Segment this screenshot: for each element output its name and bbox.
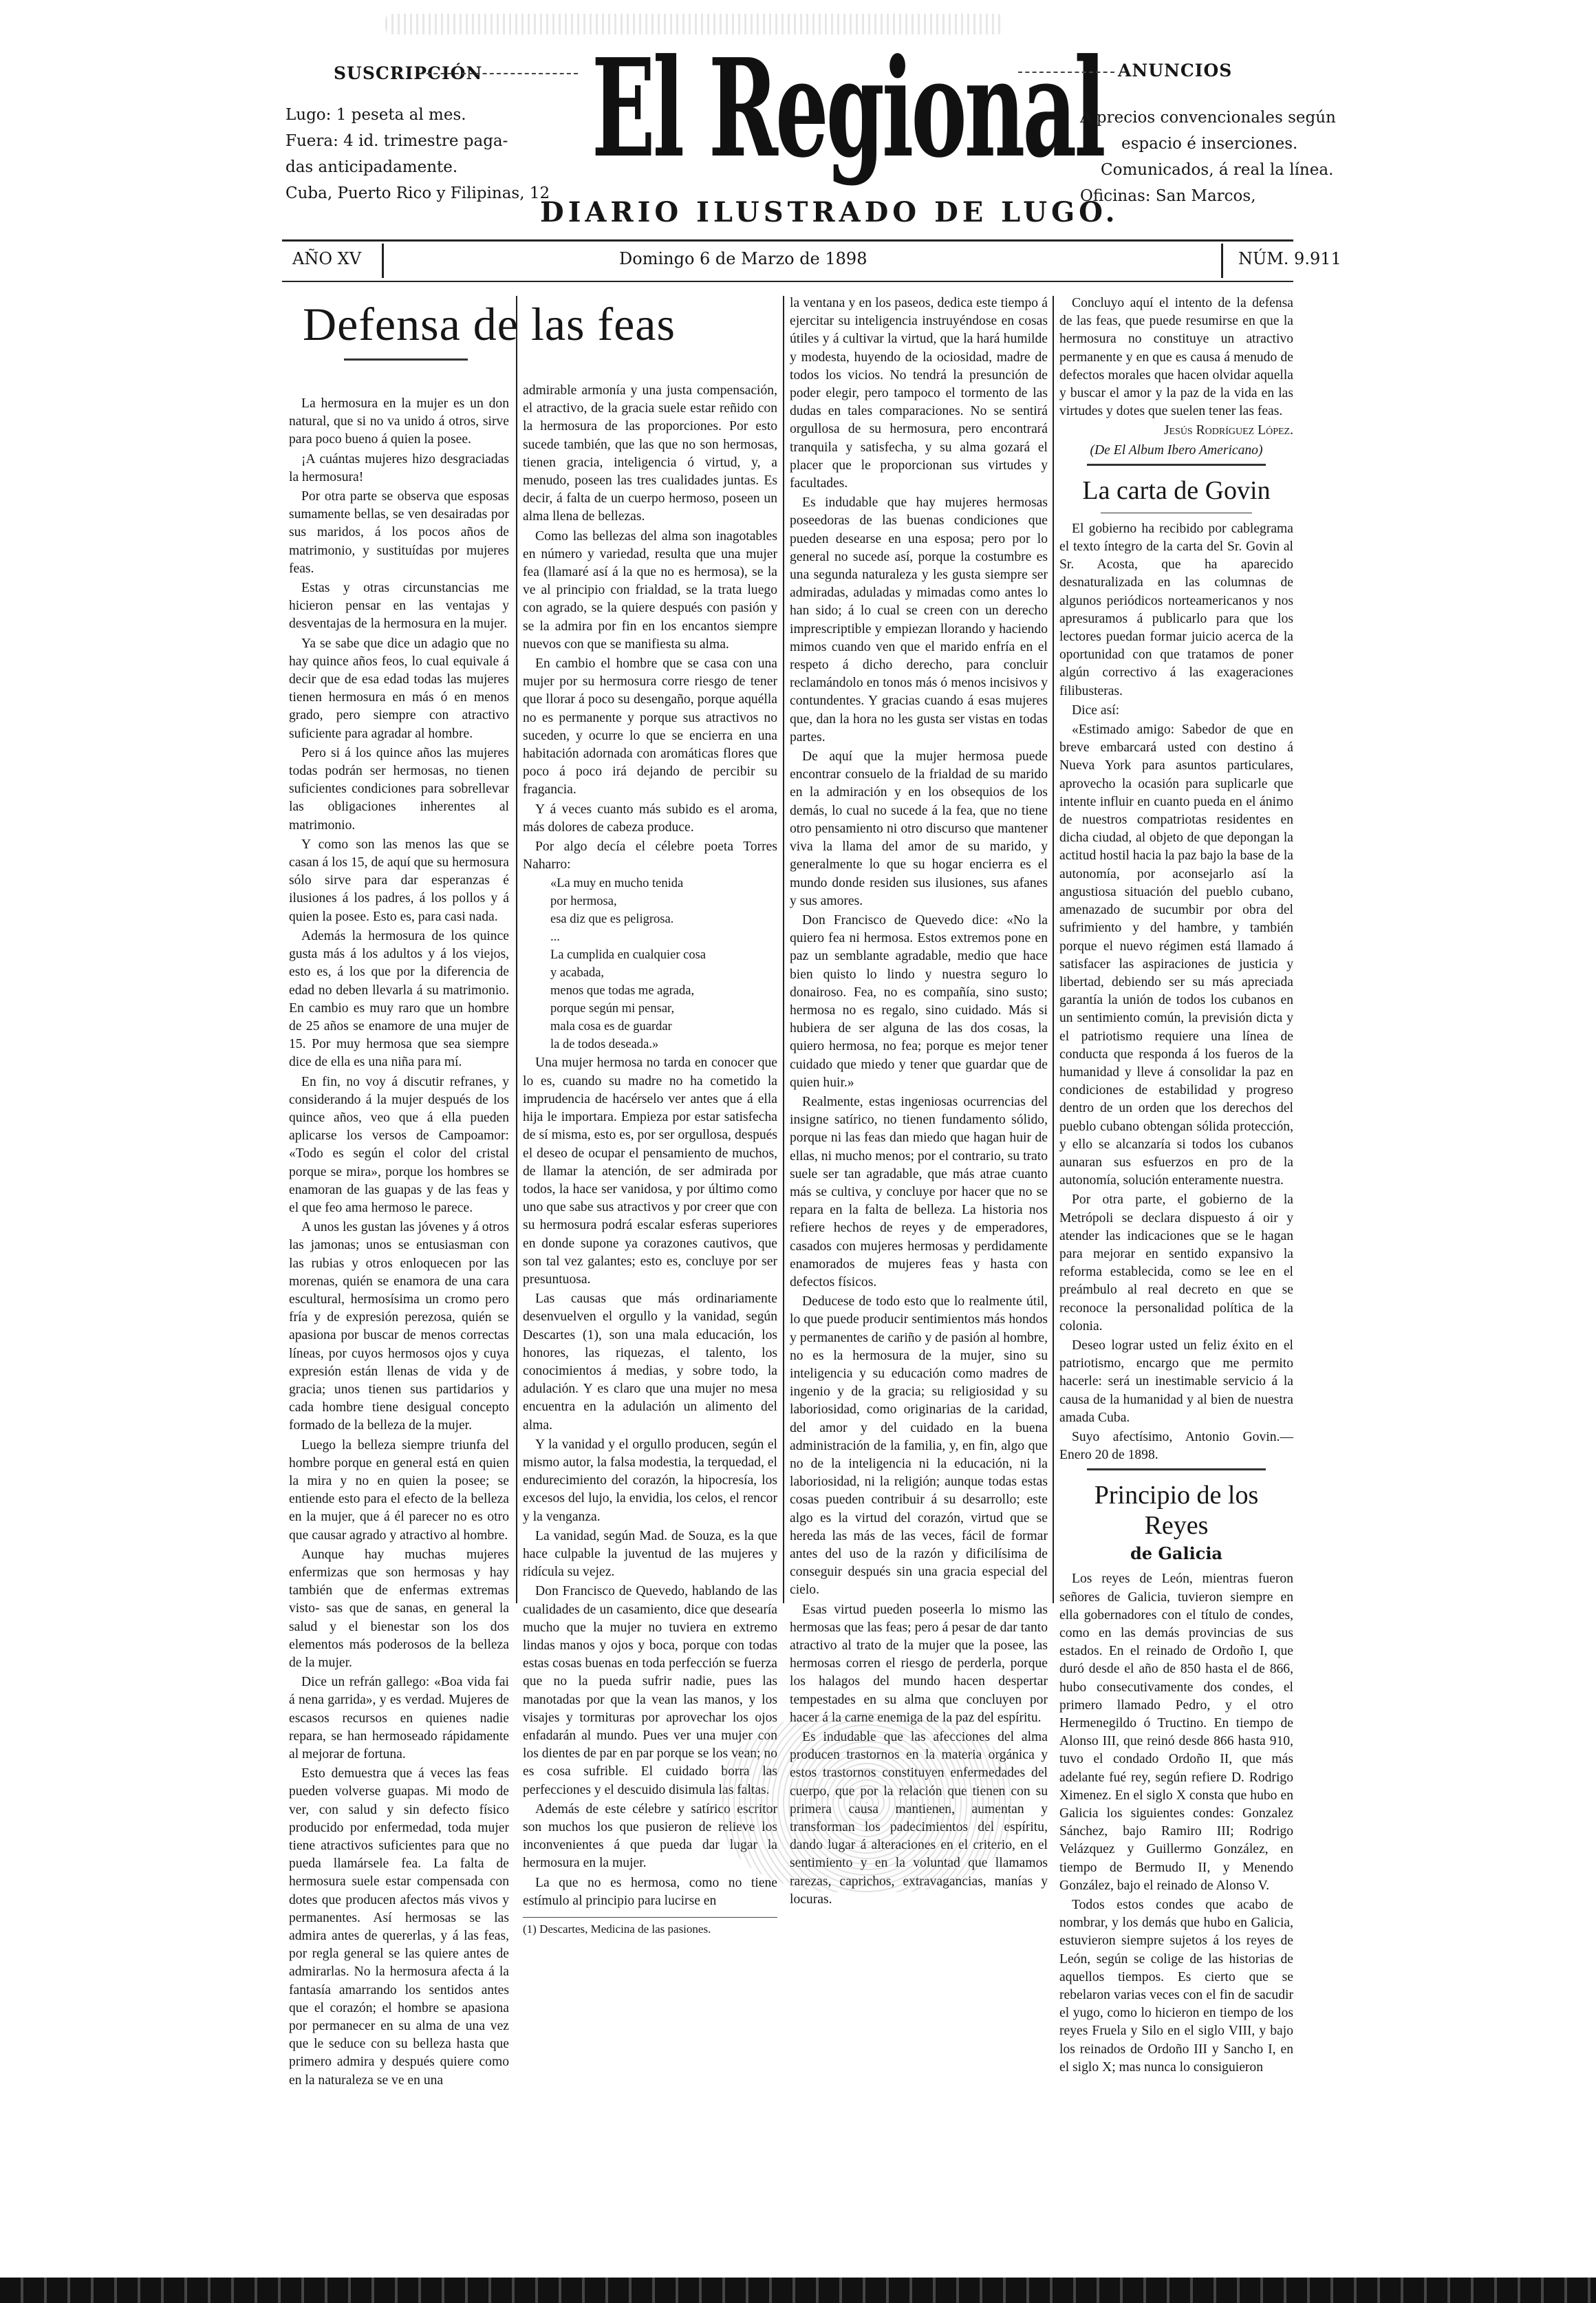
paragraph: A unos les gustan las jóvenes y á otros las jamonas; unos se entusiasman con las rubias y otros enloquecen por las morenas, quién se enamora de una cara escultural, hermosísima un cromo pero fría y de expresión perezosa, quién se apasiona por buscar de menos correctas líneas, por cuyos hermosos ojos y cuya expresión están llenas de vida y de gracia; unos tienen sus partidarios y cada hombre tiene desigual concepto formado de la belleza de la mujer.: [289, 1220, 509, 1433]
column-rule: [1053, 296, 1054, 1603]
paragraph: Deducese de todo esto que lo realmente útil, lo que puede producir sentimientos más hondos y permanentes de cariño y de pasión al hombre, no es la hermosura de la mujer, sino su inteligencia y su educación como madres de ingenio y de la gracia; su religiosidad y su laboriosidad, como originarias de la caridad, del amor y del cuidado en la buena administración de la familia, y, en fin, algo que no de la inteligencia ni la educación, ni la laboriosidad, ni la religión; aunque todas estas cosas pueden contribuir á su desarrollo; este algo es la virtud del corazón, virtud que se hereda las más de las veces, fácil de formar antes del uso de la razón y dificilísima de conseguir después sin una gracia especial del cielo.: [790, 1294, 1048, 1598]
headline-rule: [344, 358, 468, 361]
subscription-lines: [285, 102, 550, 206]
paragraph: Aunque hay muchas mujeres enfermizas que son hermosas y hay también que de enfermas extremas visto- sas que de sanas, en general la salud y el bienestar son los dos elementos más poderosos de la belleza de la mujer.: [289, 1547, 509, 1671]
paragraph: Los reyes de León, mientras fueron señores de Galicia, tuvieron siempre en ella gobernadores con el título de condes, como en las demás provincias de sus estados. En el reinado de Ordoño I, que duró desde el año de 850 hasta el de 866, hubo consecutivamente dos condes, el primero llamado Pedro, y el otro Hermenegildo ó Tructino. En tiempo de Alonso III, que reinó desde 866 hasta 910, tuvo el condado Ordoño II, que más adelante fué rey, según refiere D. Rodrigo Ximenez. En el siglo X consta que hubo en Galicia los siguientes condes: Gonzalez Sánchez, bajo Ramiro III; Rodrigo Velázquez y Guillermo González, en tiempo de Bermudo II, y Menendo González, bajo el reinado de Alonso V.: [1059, 1572, 1293, 1893]
paragraph: ¡A cuántas mujeres hizo desgraciadas la hermosura!: [289, 451, 509, 484]
paragraph: Pero si á los quince años las mujeres todas podrán ser hermosas, no tienen suficientes condiciones para sobrellevar las obligaciones inherentes al matrimonio.: [289, 745, 509, 833]
column-rule: [516, 296, 517, 1603]
verse-line: menos que todas me agrada,: [550, 984, 695, 998]
subscription-heading-rule: [420, 73, 578, 74]
paragraph: Además la hermosura de los quince gusta más á los adultos y á los viejos, esto es, á los que por la diferencia de edad no deben llevarla á su matrimonio. En cambio es muy raro que un hombre de 25 años se enamore de una mujer de 15. Por muy hermosa que sea siempre dice de ella es una niña para mí.: [289, 928, 509, 1070]
paragraph: La hermosura en la mujer es un don natural, que si no va unido á otros, sirve para poco bueno á quien la posee.: [289, 396, 509, 447]
ads-lines: [1080, 105, 1341, 209]
paragraph: De aquí que la mujer hermosa puede encontrar consuelo de la frialdad de su marido en la admiración y en los obsequios de los demás, lo cual no sucede á la fea, que no tiene otro pensamiento ni otro discurso que mantener viva la llama del amor de su marido, y generalmente lo que su hogar encierra es el mundo donde residen sus ilusiones, sus afanes y sus amores.: [790, 749, 1048, 908]
column-4: [1059, 294, 1293, 2075]
section-title: La carta de Govin: [1082, 475, 1271, 505]
scan-noise: [385, 14, 1004, 34]
paragraph: «Estimado amigo: Sabedor de que en breve embarcará usted con destino á Nueva York para asuntos particulares, aprovecho la ocasión para suplicarle que intente influir en cuanto pueda en el ánimo de nuestros compatriotas residentes en dicha ciudad, al objeto de que depongan la actitud hostil hacia la paz bajo la base de la autonomía, por aconsejarlo así la angustiosa situación del pueblo cubano, amenazado de sucumbir por obra del sufrimiento y del hambre, y también porque el nuevo régimen está llamado á satisfacer las aspiraciones de justicia y libertad, debiendo ser su más apreciada garantía la unión de todos los cubanos en un sentimiento común, la previsión dicta y el patriotismo requiere una línea de conducta que responda á los fueros de la humanidad y lleve á consolidar la paz en condiciones de estabilidad y progreso dentro de un orden que los derechos del pueblo cubano obtengan sólida protección, y ello se alcanzaría si todos los cubanos aunaran sus esfuerzos en pro de la autonomía, solución enteramente nuestra.: [1059, 722, 1293, 1188]
section-subtitle: de Galicia: [1130, 1543, 1222, 1564]
footnote: (1) Descartes, Medicina de las pasiones.: [523, 1917, 777, 1938]
verse-line: esa diz que es peligrosa.: [550, 912, 674, 927]
paragraph: Estas y otras circunstancias me hicieron pensar en las ventajas y desventajas de la hermosura en la mujer.: [289, 581, 509, 632]
paragraph: Ya se sabe que dice un adagio que no hay quince años feos, lo cual equivale á decir que de esa edad todas las mujeres tienen hermosura en más ó en menos grado, pero siempre con atractivo suficiente para agradar al hombre.: [289, 636, 509, 741]
paragraph: Por algo decía el célebre poeta Torres Naharro:: [523, 839, 777, 872]
dateline-divider: [1221, 244, 1223, 278]
paragraph: La que no es hermosa, como no tiene estímulo al principio para lucirse en: [523, 1875, 777, 1908]
paragraph: La vanidad, según Mad. de Souza, es la que hace culpable la juventud de las mujeres y ridícula su vejez.: [523, 1528, 777, 1580]
subscription-line: das anticipadamente.: [285, 158, 458, 176]
column-3: [790, 294, 1048, 1907]
ads-heading: ANUNCIOS: [1118, 61, 1233, 81]
masthead-title: El Regional: [592, 30, 1103, 188]
paragraph: Como las bellezas del alma son inagotables en número y variedad, resulta que una mujer fea (llamaré así á la que no es hermosa), se la ve al principio con frialdad, se la trata luego con agrado, se la quiere después con pasión y se la admira por fin en los encantos siempre nuevos con que se manifiesta su alma.: [523, 528, 777, 652]
paragraph: En fin, no voy á discutir refranes, y considerando á la mujer después de los quince años, veo que á ella pueden aplicarse los versos de Campoamor: «Todo es según el color del cristal porque se mira», porque los hombres se enamoran de las guapas y de las feas y el que feo ama hermoso le parece.: [289, 1074, 509, 1215]
paragraph: Luego la belleza siempre triunfa del hombre porque en general está en quien la mira y no en quien la posee; se entiende esto para el efecto de la belleza en la mujer, que á él parecer no es otro que causar agrado y atractivo al hombre.: [289, 1437, 509, 1543]
paragraph: Suyo afectísimo, Antonio Govin.— Enero 20 de 1898.: [1059, 1429, 1293, 1463]
paragraph: admirable armonía y una justa compensación, el atractivo, de la gracia suele estar reñido con la hermosura de las proporciones. Por esto sucede también, que las que no son hermosas, tienen gracia, inteligencia ó virtud, y, a menudo, poseen las tres cualidades juntas. Es decir, á falta de un cuerpo hermoso, poseen un alma llena de bellezas.: [523, 383, 777, 524]
dateline-bottom-rule: [282, 281, 1293, 282]
paragraph: Todos estos condes que acabo de nombrar, y los demás que hubo en Galicia, estuvieron siempre sujetos á los reyes de León, según se colige de las historias de aquellos tiempos. Es cierto que se rebelaron varias veces con el fin de sacudir el yugo, como lo hicieron en tiempo de los reyes Fruela y Silo en el siglo VIII, y bajo los reinados de Ordoño III y Sancho I, en el siglo X; mas nunca lo consiguieron: [1059, 1898, 1293, 2075]
scan-edge: [0, 2278, 1596, 2303]
subscription-line: Fuera: 4 id. trimestre paga-: [285, 132, 508, 150]
ads-line: Comunicados, á real la línea.: [1101, 161, 1334, 179]
paragraph: Las causas que más ordinariamente desenvuelven el orgullo y la vanidad, según Descartes (1), son una mala educación, los honores, las riquezas, el talento, los conocimientos á medias, y sobre todo, la adulación. Y es claro que una mujer no mesa encuentra en la adulación un alimento del alma.: [523, 1292, 777, 1433]
paragraph: Esto demuestra que á veces las feas pueden volverse guapas. Mi modo de ver, con salud y sin defecto físico producido por enfermedad, toda mujer tiene atractivos suficientes para que no pueda llamársele fea. La falta de hermosura suele estar compensada con dotes que producen afectos más vivos y permanentes. Así hermosas se las admira antes de quererlas, y á las feas, por regla general se las quiere antes de admirarlas. No la hermosura afecta á la fantasía amarrando los sentidos antes que el corazón; el hombre se apasiona por permanecer en su alma de una vez que le seduce con su belleza hasta que primero admira y después quiere como en la naturaleza se ve en una: [289, 1766, 509, 2088]
source-note: (De El Album Ibero Americano): [1090, 442, 1263, 458]
dateline-top-rule: [282, 239, 1293, 242]
paragraph: Don Francisco de Quevedo dice: «No la quiero fea ni hermosa. Estos extremos pone en paz un semblante agradable, medio que hace bien quisto lo lindo y nuestra seguro lo donairoso. Fea, no es compañía, sino susto; hermosa no es regalo, sino cuidado. Más si hubiera de ser alguna de las dos cosas, la quiero hermosa, no fea; porque es mejor tener cuidado que miedo y tener que guardar que de quien huir.»: [790, 912, 1048, 1090]
paragraph: El gobierno ha recibido por cablegrama el texto íntegro de la carta del Sr. Govin al Sr. Acosta, que ha aparecido desnaturalizada en las columnas de algunos periódicos norteamericanos y nos apresuramos á publicarlo para que los lectores puedan formar juicio acerca de la oportunidad con que tratamos de poner algún correctivo á las exageraciones filibusteras.: [1059, 521, 1293, 698]
paragraph: Realmente, estas ingeniosas ocurrencias del insigne satírico, no tienen fundamento sólido, porque ni las feas dan miedo que hagan huir de ellas, ni mucho menos; por el contrario, su trato suele ser tan agradable, que más atrae cuanto más se cultiva, y concluye por hacer que no se repara en la falta de belleza. La historia nos refiere hechos de reyes y de emperadores, casados con mujeres hermosas y perdidamente enamorados de mujeres feas y hasta con defectos físicos.: [790, 1094, 1048, 1289]
paragraph: En cambio el hombre que se casa con una mujer por su hermosura corre riesgo de tener que llorar á poco su desengaño, porque aquélla no es permanente y porque sus atractivos no suceden, y ocurre lo que se encierra en una habitación adornada con aromáticas flores que poco á poco irá dejando de percibir su fragancia.: [523, 656, 777, 797]
paragraph: Concluyo aquí el intento de la defensa de las feas, que puede resumirse en que la hermosura no constituye un atractivo permanente y en que es causa á menudo de defectos morales que hacen olvidar aquella y buscar el amor y la paz de la vida en las virtudes y dotes que suelen tener las feas.: [1059, 296, 1293, 419]
column-2: [523, 382, 777, 1936]
subscription-heading: SUSCRIPCIÓN: [334, 63, 483, 83]
column-rule: [783, 296, 784, 1603]
paragraph: Es indudable que hay mujeres hermosas poseedoras de las buenas condiciones que pueden desearse en una esposa; pero por lo general no sucede así, porque la costumbre es una segunda naturaleza y les gusta siempre ser admiradas, aduladas y mimadas como antes lo han sido; á lo cual se creen con un derecho imprescriptible y empiezan llorando y haciendo mimos cuando ven que el marido enfría en el respeto á dicho derecho, para concluir reclamándolo en tonos más ó menos incisivos y contundentes. Y gracias cuando á esas mujeres que, dan la hora no les gusta ser vistas en todas partes.: [790, 495, 1048, 745]
dateline-number: NÚM. 9.911: [1238, 249, 1341, 268]
paragraph: Dice así:: [1072, 703, 1120, 718]
paragraph: Deseo lograr usted un feliz éxito en el patriotismo, encargo que me permito hacerle: será un inestimable servicio á la causa de la humanidad y al bien de nuestra amada Cuba.: [1059, 1338, 1293, 1425]
dateline-date: Domingo 6 de Marzo de 1898: [619, 249, 867, 268]
section-title: Principio de los Reyes: [1094, 1481, 1259, 1541]
paragraph: Por otra parte, el gobierno de la Metrópoli se declara dispuesto á oir y atender las indicaciones que se le hagan para mejorar en sentido expansivo la reforma establecida, como se lee en el preámbulo al real decreto en que se reconoce la personalidad política de la colonia.: [1059, 1192, 1293, 1333]
paragraph: Don Francisco de Quevedo, hablando de las cualidades de un casamiento, dice que desearía mucho que la mujer no tuviera en extremo lindas manos y ojos y boca, porque con todas estas cosas buenas en toda perfección se fuerza que no la pueda sufrir nadie, pues las manotadas por que la vean las manos, y los visajes y tormituras por aprovechar los ojos enfadarán al mundo. Pues ver una mujer con los dientes de par en par porque se los vean; no es cosa sufrible. El cuidado borra las perfecciones y el descuido disimula las faltas.: [523, 1584, 777, 1797]
paragraph: Y la vanidad y el orgullo producen, según el mismo autor, la falsa modestia, la terquedad, el endurecimiento del corazón, la hipocresía, los excesos del lujo, la envidia, los celos, el rencor y la venganza.: [523, 1437, 777, 1524]
masthead-subtitle: DIARIO ILUSTRADO DE LUGO.: [540, 196, 1119, 228]
ads-line: Oficinas: San Marcos,: [1080, 187, 1256, 205]
verse-line: porque según mi pensar,: [550, 1002, 675, 1016]
paragraph: Y á veces cuanto más subido es el aroma, más dolores de cabeza produce.: [523, 802, 777, 835]
paragraph: Además de este célebre y satírico escritor son muchos los que pusieron de relieve los inconvenientes á que pueda dar lugar la hermosura en la mujer.: [523, 1801, 777, 1871]
dateline-divider: [382, 244, 384, 278]
signature: Jesús Rodríguez López.: [1163, 423, 1293, 438]
paragraph: Es indudable que las afecciones del alma producen trastornos en la materia orgánica y estos trastornos constituyen enfermedades del cuerpo, que por la relación que tienen con su primera causa mantienen, aumentan y transforman los padecimientos del espíritu, dando lugar á alteraciones en el criterio, en el sentimiento y en la voluntad que llamamos rarezas, caprichos, extravagancias, manías y locuras.: [790, 1730, 1048, 1907]
paragraph: Dice un refrán gallego: «Boa vida fai á nena garrida», y es verdad. Mujeres de escasos recursos en quienes nadie repara, se han hermoseado rápidamente al mejorar de fortuna.: [289, 1675, 509, 1762]
paragraph: Esas virtud pueden poseerla lo mismo las hermosas que las feas; pero á pesar de dar tanto atractivo al trato de la mujer que la posee, las hermosas corren el riesgo de perderla, porque los halagos del mundo hacen despertar tempestades en su alma que concluyen por hacer á la carne enemiga de la paz del espíritu.: [790, 1602, 1048, 1725]
verse-line: mala cosa es de guardar: [550, 1020, 672, 1034]
subscription-line: Cuba, Puerto Rico y Filipinas, 12: [285, 184, 550, 202]
subscription-line: Lugo: 1 peseta al mes.: [285, 106, 466, 124]
ads-line: A precios convencionales según: [1080, 109, 1336, 127]
verse-line: «La muy en mucho tenida: [550, 877, 684, 891]
scan-noise: [722, 1713, 1011, 1892]
paragraph: Por otra parte se observa que esposas sumamente bellas, se ven desairadas por sus maridos, á los pocos años de matrimonio, y sustituídas por mujeres feas.: [289, 489, 509, 576]
verse-line: ...: [550, 930, 560, 945]
verse-line: y acabada,: [550, 966, 605, 981]
section-rule: [1087, 464, 1266, 466]
article-headline: Defensa de las feas: [303, 298, 676, 350]
section-rule: [1087, 1468, 1266, 1470]
verse-line: la de todos deseada.»: [550, 1038, 659, 1052]
verse-line: La cumplida en cualquier cosa: [550, 948, 707, 963]
ads-line: espacio é inserciones.: [1121, 135, 1298, 153]
paragraph: Una mujer hermosa no tarda en conocer que lo es, cuando su madre no ha cometido la imprudencia de hacérselo ver antes que á ella hija le importara. Empieza por estar satisfecha de sí misma, esto es, por ser orgullosa, después el deseo de ocupar el pensamiento de muchos, de llamar la atención, de ser admirada por todos, la hace ser vanidosa, y por último como uno que sabe sus atractivos y por creer que con su hermosura podrá escalar esferas superiores en donde supone ya corazones cautivos, que son tal vez galantes; esto es, concluye por ser presuntuosa.: [523, 1056, 777, 1287]
paragraph: la ventana y en los paseos, dedica este tiempo á ejercitar su inteligencia instruyéndose en cosas útiles y á cultivar la virtud, que la hará humilde y modesta, huyendo de la ociosidad, madre de todos los vicios. No tendrá la presunción de poder elegir, pero tampoco el tormento de las dudas en tales comparaciones. No se sentirá orgullosa de su hermosura, pero encontrará tranquila y satisfecha, y su alma gozará el placer que le proporcionan sus virtudes y facultades.: [790, 296, 1048, 491]
paragraph: Y como son las menos las que se casan á los 15, de aquí que su hermosura sólo sirve para dar esperanzas é ilusiones á los padres, á los pollos y á quien la posee. Esto es, para casi nada.: [289, 837, 509, 924]
verse-line: por hermosa,: [550, 895, 617, 909]
ads-heading-rule: [1018, 72, 1114, 73]
dateline-year: AÑO XV: [292, 249, 362, 268]
